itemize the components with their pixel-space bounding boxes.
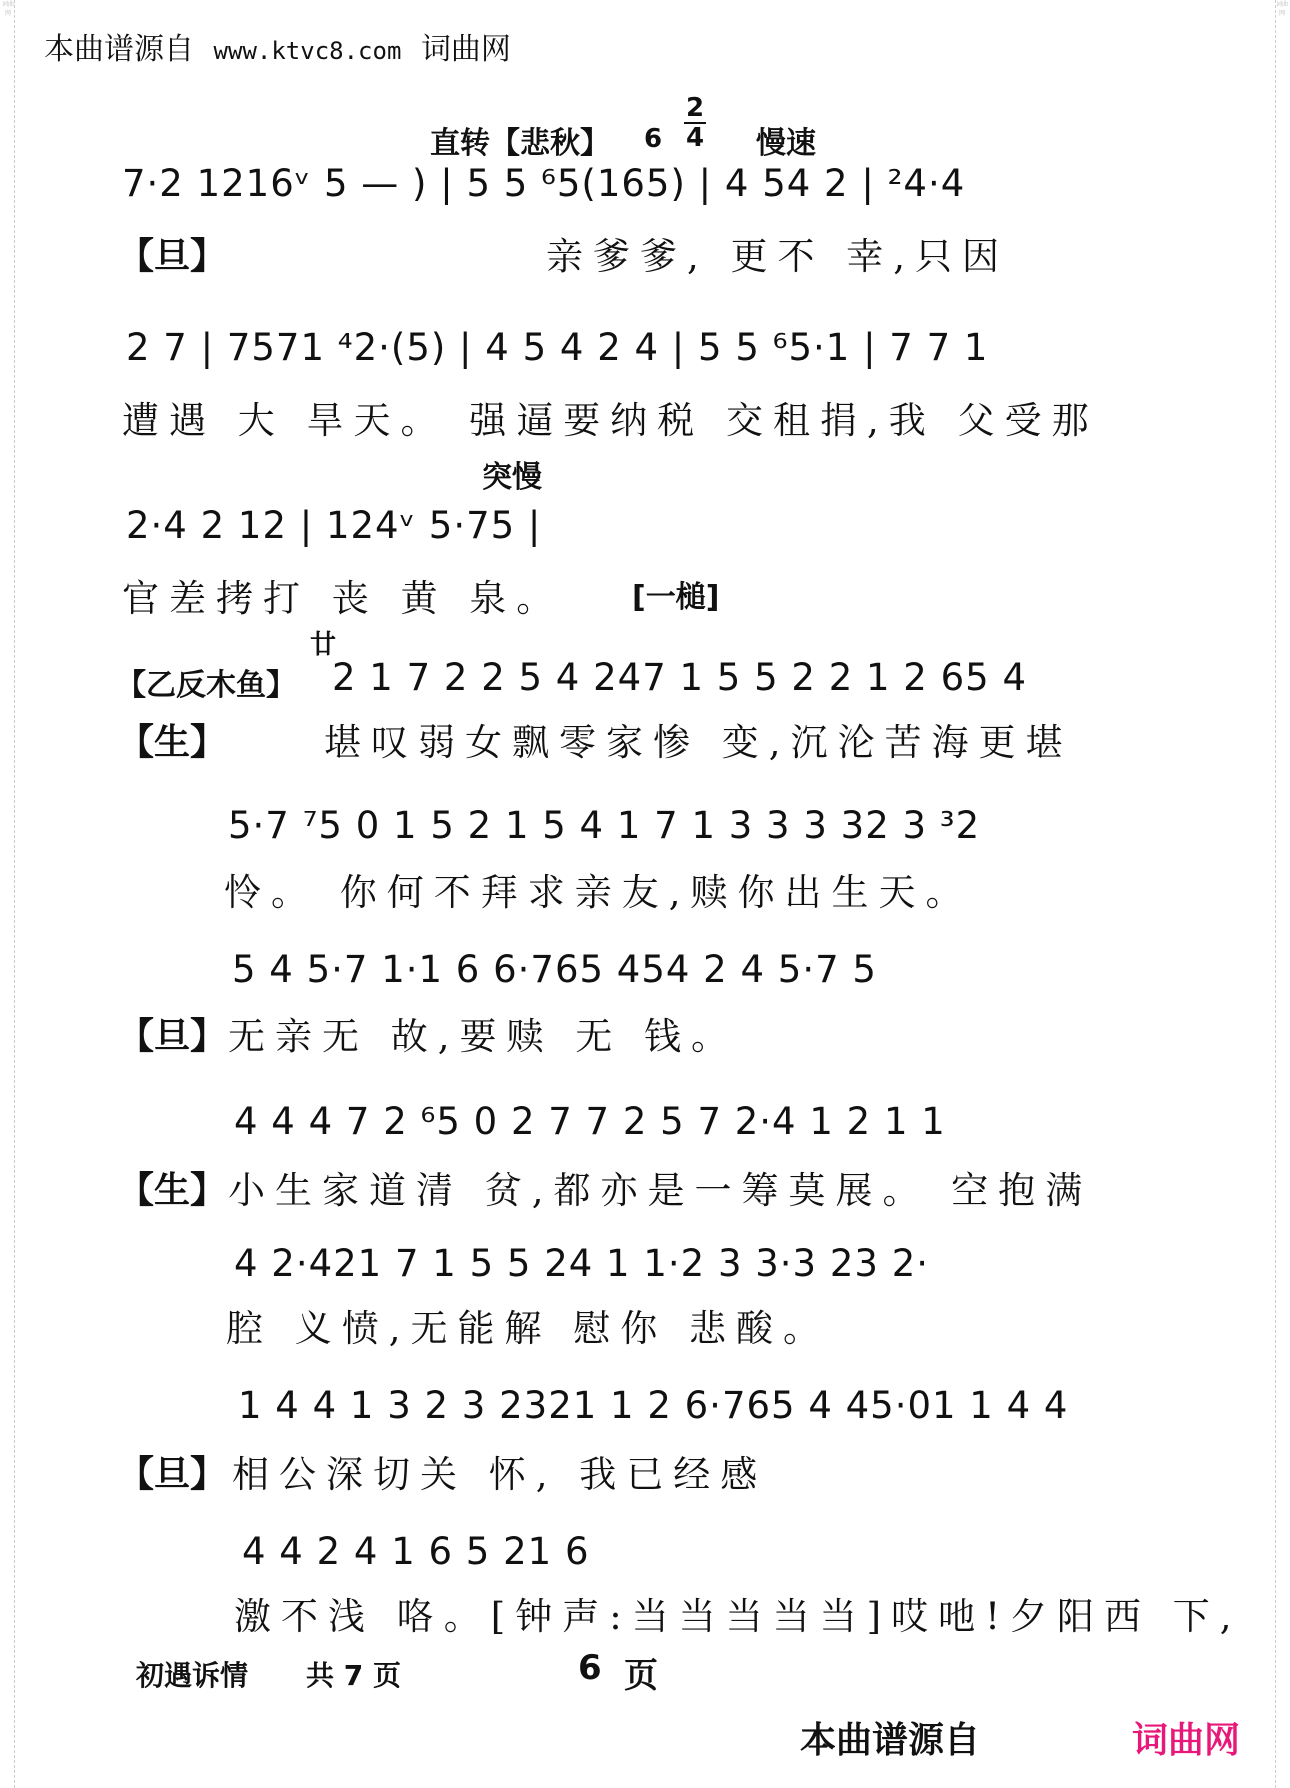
lyrics-line-3: 官差拷打 丧 黄 泉。 <box>122 577 564 620</box>
muyu-annotation: 【乙反木鱼】 <box>116 668 296 703</box>
lyrics-line-9: 相公深切关 怀, 我已经感 <box>232 1453 768 1496</box>
mode-annotation: 直转【悲秋】 <box>430 126 610 161</box>
source-site: 词曲网 <box>420 32 511 67</box>
notation-line-6: 5 4 5·7 1·1 6 6·765 454 2 4 5·7 5 <box>232 948 877 991</box>
bottom-source-prefix: 本曲谱源自 <box>800 1720 981 1761</box>
notation-line-1: 7·2 1216ᵛ 5 — ) | 5 5 ⁶5(165) | 4 54 2 | ²4·4 <box>122 162 966 205</box>
notation-line-3: 2·4 2 12 | 124ᵛ 5·75 | <box>126 504 542 547</box>
role-dan-2: 【旦】 <box>118 1016 227 1057</box>
notation-line-9: 1 4 4 1 3 2 3 2321 1 2 6·765 4 45·01 1 4 4 <box>238 1384 1069 1427</box>
percussion-cue: [一槌] <box>632 580 720 615</box>
free-meter-mark: 廿 <box>310 630 337 660</box>
notation-line-8: 4 2·421 7 1 5 5 24 1 1·2 3 3·3 23 2· <box>234 1242 929 1285</box>
time-sig-top: 2 <box>685 93 705 123</box>
tempo-marking: 慢速 <box>756 126 816 161</box>
footer-title: 初遇诉情 <box>136 1659 249 1692</box>
footer-page-label: 页 <box>624 1656 658 1696</box>
grace-note: 6 <box>644 124 663 154</box>
role-dan-3: 【旦】 <box>118 1454 227 1495</box>
tempo-sudden-slow: 突慢 <box>482 460 542 495</box>
lyrics-line-7: 小生家道清 贫,都亦是一筹莫展。 空抱满 <box>228 1169 1093 1212</box>
notation-line-7: 4 4 4 7 2 ⁶5 0 2 7 7 2 5 7 2·4 1 2 1 1 <box>234 1100 946 1143</box>
lyrics-line-5: 怜。 你何不拜求亲友,赎你出生天。 <box>224 871 973 914</box>
lyrics-line-6: 无亲无 故,要赎 无 钱。 <box>228 1015 739 1058</box>
lyrics-line-1: 亲爹爹, 更不 幸,只因 <box>546 235 1010 278</box>
footer-total-pages: 共 7 页 <box>306 1659 401 1692</box>
notation-line-5: 5·7 ⁷5 0 1 5 2 1 5 4 1 7 1 3 3 3 32 3 ³2 <box>228 804 981 847</box>
bottom-site-logo[interactable]: 词曲网 <box>1132 1720 1241 1761</box>
notation-line-2: 2 7 | 7571 ⁴2·(5) | 4 5 4 2 4 | 5 5 ⁶5·1 | 7 7 1 <box>126 326 989 369</box>
notation-line-4: 2 1 7 2 2 5 4 247 1 5 5 2 2 1 2 65 4 <box>332 656 1027 699</box>
left-watermark-text: 词曲网 <box>2 1 15 17</box>
lyrics-line-8: 腔 义愤,无能解 慰你 悲酸。 <box>226 1307 831 1350</box>
role-dan-1: 【旦】 <box>118 236 227 277</box>
lyrics-line-4: 堪叹弱女飘零家惨 变,沉沦苦海更堪 <box>324 721 1073 764</box>
lyrics-line-2: 遭遇 大 旱天。 强逼要纳税 交租捐,我 父受那 <box>122 399 1099 442</box>
footer-page-number: 6 <box>578 1648 602 1688</box>
time-signature <box>684 93 706 153</box>
time-sig-bottom: 4 <box>685 123 705 153</box>
source-prefix: 本曲谱源自 <box>44 32 194 67</box>
role-sheng-1: 【生】 <box>118 722 227 763</box>
lyrics-line-10: 激不浅 咯。[钟声:当当当当当]哎吔!夕阳西 下, <box>234 1595 1242 1638</box>
notation-line-10: 4 4 2 4 1 6 5 21 6 <box>242 1530 590 1573</box>
source-url[interactable]: www.ktvc8.com <box>213 37 402 65</box>
right-watermark-text: 词曲网 <box>1276 1 1288 17</box>
role-sheng-2: 【生】 <box>118 1170 227 1211</box>
